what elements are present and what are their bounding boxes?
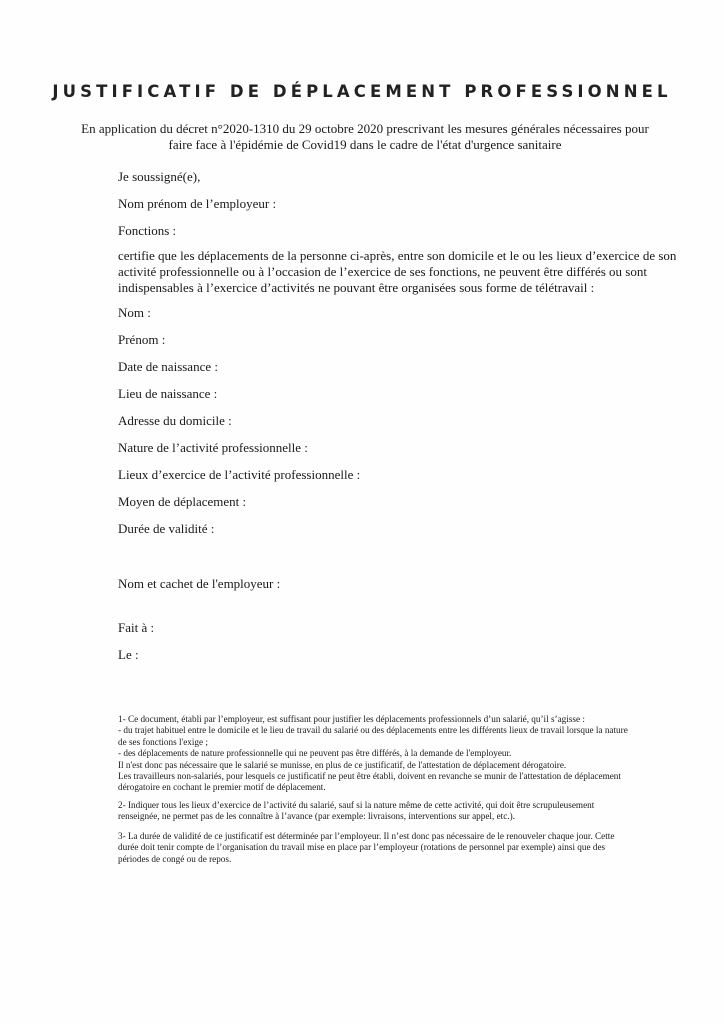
certification-line-3: indispensables à l’exercice d’activités ne pouvant être organisées sous forme de télétravail : [118, 280, 595, 295]
employer-stamp-field: Nom et cachet de l'employeur : [118, 576, 281, 591]
footnote-1-line: 1- Ce document, établi par l’employeur, est suffisant pour justifier les déplacements professionnels d’un salarié, qu’il s’agisse : [118, 714, 585, 724]
undersigned-label: Je soussigné(e), [118, 169, 201, 184]
employee-last-name-field: Nom : [118, 305, 151, 320]
footnote-1 [118, 714, 658, 794]
home-address-field: Adresse du domicile : [118, 413, 232, 428]
footnote-3 [118, 831, 658, 865]
footnote-3-line: périodes de congé ou de repos. [118, 853, 232, 864]
certification-line-2: activité professionnelle ou à l’occasion de l’exercice de ses fonctions, ne peuvent être différés ou sont [118, 264, 647, 279]
activity-nature-field: Nature de l’activité professionnelle : [118, 440, 308, 455]
signed-at-field: Fait à : [118, 620, 155, 635]
transport-means-field: Moyen de déplacement : [118, 494, 247, 509]
employee-first-name-field: Prénom : [118, 332, 166, 347]
footnote-1-line: - du trajet habituel entre le domicile et le lieu de travail du salarié ou des déplacements entre les différents lieux de travail lorsque la nature [118, 725, 628, 736]
footnote-1-line: de ses fonctions l'exige ; [118, 736, 208, 747]
decree-intro [60, 121, 670, 153]
certification-line-1: certifie que les déplacements de la personne ci-après, entre son domicile et le ou les lieux d’exercice de son [118, 248, 677, 263]
footnote-3-line: durée doit tenir compte de l’organisation du travail mise en place par l’employeur (rotations de personnel par exemple) ainsi que des [118, 842, 606, 853]
footnote-2-line: 2- Indiquer tous les lieux d’exercice de l’activité du salarié, sauf si la nature même de cette activité, qui doit être scrupuleusement [118, 800, 595, 810]
birth-place-field: Lieu de naissance : [118, 386, 218, 401]
footnote-1-line: Les travailleurs non-salariés, pour lesquels ce justificatif ne peut être établi, doivent en revanche se munir de l'attestation de déplacement [118, 771, 621, 782]
signed-date-field: Le : [118, 647, 139, 662]
birth-date-field: Date de naissance : [118, 359, 218, 374]
certification-paragraph [118, 248, 677, 296]
document-title: JUSTIFICATIF DE DÉPLACEMENT PROFESSIONNEL [52, 82, 672, 101]
footnote-1-line: - des déplacements de nature professionnelle qui ne peuvent pas être différés, à la demande de l'employeur. [118, 748, 512, 759]
footnote-2 [118, 800, 658, 823]
footnote-1-line: Il n'est donc pas nécessaire que le salarié se munisse, en plus de ce justificatif, de l'attestation de déplacement dérogatoire. [118, 759, 567, 770]
intro-line-1: En application du décret n°2020-1310 du 29 octobre 2020 prescrivant les mesures générales nécessaires pour [81, 121, 649, 136]
work-locations-field: Lieux d’exercice de l’activité professionnelle : [118, 467, 361, 482]
functions-field: Fonctions : [118, 223, 177, 238]
footnote-1-line: dérogatoire en cochant le premier motif de déplacement. [118, 782, 326, 793]
footnote-2-line: renseignée, ne permet pas de les connaître à l’avance (par exemple: livraisons, interventions sur appel, etc.). [118, 811, 515, 822]
intro-line-2: faire face à l'épidémie de Covid19 dans le cadre de l'état d'urgence sanitaire [168, 137, 562, 152]
employer-name-field: Nom prénom de l’employeur : [118, 196, 277, 211]
validity-duration-field: Durée de validité : [118, 521, 215, 536]
footnote-3-line: 3- La durée de validité de ce justificatif est déterminée par l’employeur. Il n’est donc pas nécessaire de le renouveler chaque jour. Cette [118, 831, 615, 841]
